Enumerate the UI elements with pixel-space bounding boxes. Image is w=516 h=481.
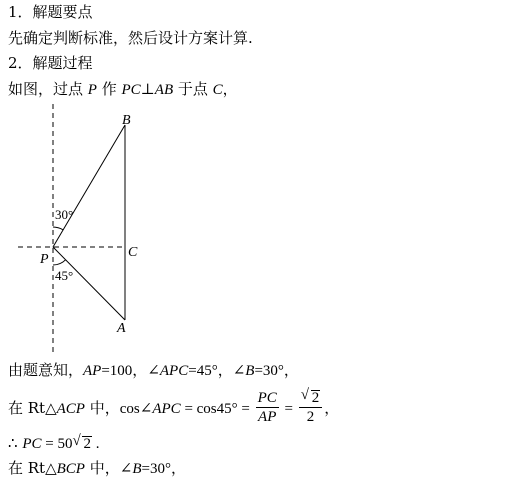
cos-label: cos∠ [119, 401, 153, 417]
b-value: =30°， [141, 461, 186, 477]
equation-pc-value [8, 433, 99, 454]
heading-solution-key-points [8, 2, 93, 22]
segment-ab: AB [154, 82, 174, 98]
angle-b: B [132, 461, 142, 477]
sqrt-2 [72, 434, 92, 454]
cos45-equals: = cos45° = [180, 401, 254, 417]
angle-label-30: 30° [55, 207, 74, 222]
segment-ap: AP [83, 363, 102, 379]
eq3-pre: 在 Rt△ [8, 459, 57, 477]
label-a: A [117, 321, 126, 336]
radical-sign: √ [72, 433, 81, 449]
perp-symbol: ⊥ [140, 80, 155, 98]
ap-value: =100， [101, 363, 148, 379]
radicand: 2 [311, 389, 320, 406]
label-p: P [40, 252, 49, 267]
angle-apc: APC [159, 363, 189, 379]
triangle-bcp-condition [8, 458, 186, 479]
segment-pc: PC [22, 436, 42, 452]
eq1-pre: 在 Rt△ [8, 399, 57, 417]
eq2-end: . [91, 436, 100, 452]
triangle-bcp: BCP [56, 461, 85, 477]
angle-symbol: ∠ [147, 361, 160, 379]
label-b: B [122, 113, 131, 128]
given-conditions [8, 360, 299, 381]
fraction-pc-over-ap [256, 389, 279, 426]
intro-end: ， [222, 80, 238, 98]
intro-sentence [8, 79, 238, 100]
intro-mid: 作 [96, 80, 122, 98]
eq1-end: ， [324, 399, 340, 417]
fraction-denominator: 2 [306, 408, 315, 425]
angle-symbol: ∠ [119, 459, 133, 477]
angle-label-45: 45° [55, 268, 74, 283]
point-p: P [87, 82, 97, 98]
eq1-mid: 中， [84, 399, 120, 417]
b-value: =30°， [254, 363, 299, 379]
intro-post: 于点 [173, 80, 213, 98]
radical-sign: √ [300, 386, 309, 403]
heading-solution-process [8, 53, 93, 73]
segment-pa [53, 247, 125, 320]
apc-value: =45°， [188, 363, 233, 379]
label-c: C [128, 245, 138, 260]
triangle-acp: ACP [56, 401, 85, 417]
equals-sign: = [280, 401, 297, 417]
angle-b: B [245, 363, 255, 379]
segment-pc: PC [121, 82, 141, 98]
heading-text: 1．解题要点 [8, 3, 93, 21]
angle-arc-30 [53, 227, 63, 230]
intro-pre: 如图，过点 [8, 80, 88, 98]
key-point-content: 先确定判断标准，然后设计方案计算. [8, 29, 253, 47]
fraction-sqrt2-over-2 [299, 386, 323, 426]
fraction-numerator: PC [257, 389, 277, 406]
angle-symbol: ∠ [232, 361, 246, 379]
radicand: 2 [83, 436, 91, 452]
geometry-figure [0, 100, 516, 360]
given-pre: 由题意知， [8, 361, 84, 379]
angle-arc-45 [53, 260, 66, 265]
angle-apc: APC [152, 401, 181, 417]
therefore-symbol: ∴ [8, 434, 23, 452]
segment-pb [53, 125, 125, 247]
fraction-denominator: AP [258, 408, 277, 425]
sqrt-2 [300, 386, 321, 407]
heading-text: 2．解题过程 [8, 54, 93, 72]
point-c: C [212, 82, 223, 98]
key-point-text [8, 28, 253, 48]
pc-equals: = 50 [41, 436, 73, 452]
fraction-numerator [299, 386, 323, 408]
equation-cos-apc [8, 388, 339, 428]
eq3-mid: 中， [84, 459, 120, 477]
